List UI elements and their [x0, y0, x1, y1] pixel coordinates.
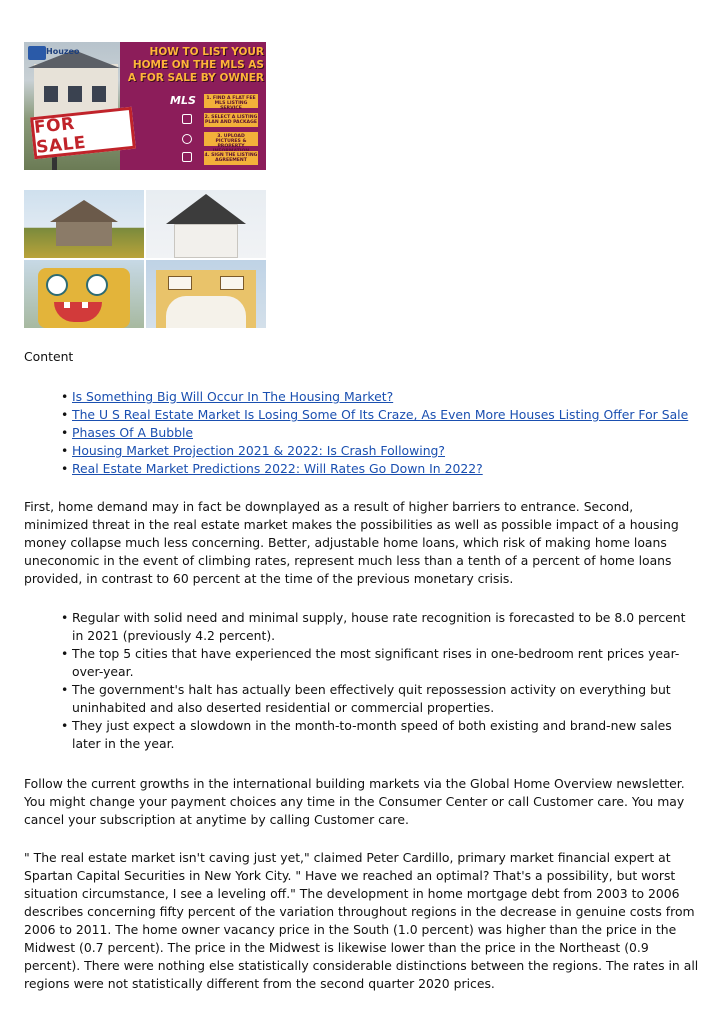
toc-link[interactable]: Housing Market Projection 2021 & 2022: Is Crash Following? [72, 443, 446, 458]
plan-icon [182, 114, 192, 124]
toc-item [72, 460, 688, 478]
toc-item [72, 424, 688, 442]
toc-item [72, 406, 688, 424]
step-3: 3. UPLOAD PICTURES & PROPERTY [204, 132, 258, 146]
for-sale-sign-text: FOR SALE [33, 113, 87, 158]
banner-title: HOW TO LIST YOUR HOME ON THE MLS AS A FOR SALE BY OWNER [127, 46, 264, 84]
step-4: 4. SIGN THE LISTING AGREEMENT [204, 153, 258, 163]
garage-house-photo [146, 260, 266, 328]
houzeo-logo-icon [28, 46, 46, 60]
content-heading: Content [24, 349, 74, 364]
paragraph: " The real estate market isn't caving just yet," claimed Peter Cardillo, primary market financial expert at Spartan Capital Securities in New York City. " Have we reached an optimal? That's a possibility, but worst situation circumstance, I see a leveling off." The development in home mortgage debt from 2003 to 2006 describes concerning fifty percent of the variation throughout regions in the decrease in genuine costs from 2006 to 2011. The home owner vacancy price in the South (1.0 percent) was higher than the price in the Midwest (0.7 percent). The price in the Midwest is likewise lower than the price in the Northeast (0.9 percent). There were nothing else statistically considerable distinctions between the regions. The rates in all regions were not statistically different from the second quarter 2020 prices. [24, 850, 699, 991]
list-item: • They just expect a slowdown in the month-to-month speed of both existing and brand-new sales later in the year. [72, 717, 696, 753]
step-1: 1. FIND A FLAT FEE MLS LISTING SERVICE [204, 94, 258, 108]
table-of-contents [72, 388, 688, 478]
face-house-photo [24, 260, 144, 328]
house-photo [24, 42, 120, 170]
list-item: • The top 5 cities that have experienced the most significant rises in one-bedroom rent prices year-over-year. [72, 645, 696, 681]
agreement-icon [182, 152, 192, 162]
toc-link[interactable]: The U S Real Estate Market Is Losing Some Of Its Craze, As Even More Houses Listing Offer For Sale [72, 407, 689, 422]
paragraph: Follow the current growths in the international building markets via the Global Home Overview newsletter. You might change your payment choices any time in the Consumer Center or call Customer care. You may cancel your subscription at anytime by calling Customer care. [24, 776, 685, 827]
white-house-photo [146, 190, 266, 258]
toc-link[interactable]: Is Something Big Will Occur In The Housing Market? [72, 389, 394, 404]
toc-item [72, 388, 688, 406]
toc-link[interactable]: Phases Of A Bubble [72, 425, 194, 440]
logo-text: Houzeo [46, 47, 80, 56]
for-sale-by-owner-banner [24, 42, 266, 170]
toc-item [72, 442, 688, 460]
toc-link[interactable]: Real Estate Market Predictions 2022: Will Rates Go Down In 2022? [72, 461, 483, 476]
list-item: • Regular with solid need and minimal supply, house rate recognition is forecasted to be 8.0 percent in 2021 (previously 4.2 percent). [72, 609, 696, 645]
step-2: 2. SELECT A LISTING PLAN AND PACKAGE [204, 115, 258, 125]
bullet-list [72, 609, 696, 753]
house-collage-image [24, 190, 266, 328]
camera-icon [182, 134, 192, 144]
paragraph: First, home demand may in fact be downplayed as a result of higher barriers to entrance. Second, minimized threat in the real estate market makes the possibilities as well as possible impact of a housing money collapse much less concerning. Better, adjustable home loans, which risk of making home loans uneconomic in the event of climbing rates, represent much less than a tenth of a percent of home loans provided, in contrast to 60 percent at the time of the previous monetary crisis. [24, 499, 679, 586]
barn-photo [24, 190, 144, 258]
mls-label: MLS [170, 94, 196, 107]
list-item: • The government's halt has actually been effectively quit repossession activity on everything but uninhabited and also deserted residential or commercial properties. [72, 681, 696, 717]
